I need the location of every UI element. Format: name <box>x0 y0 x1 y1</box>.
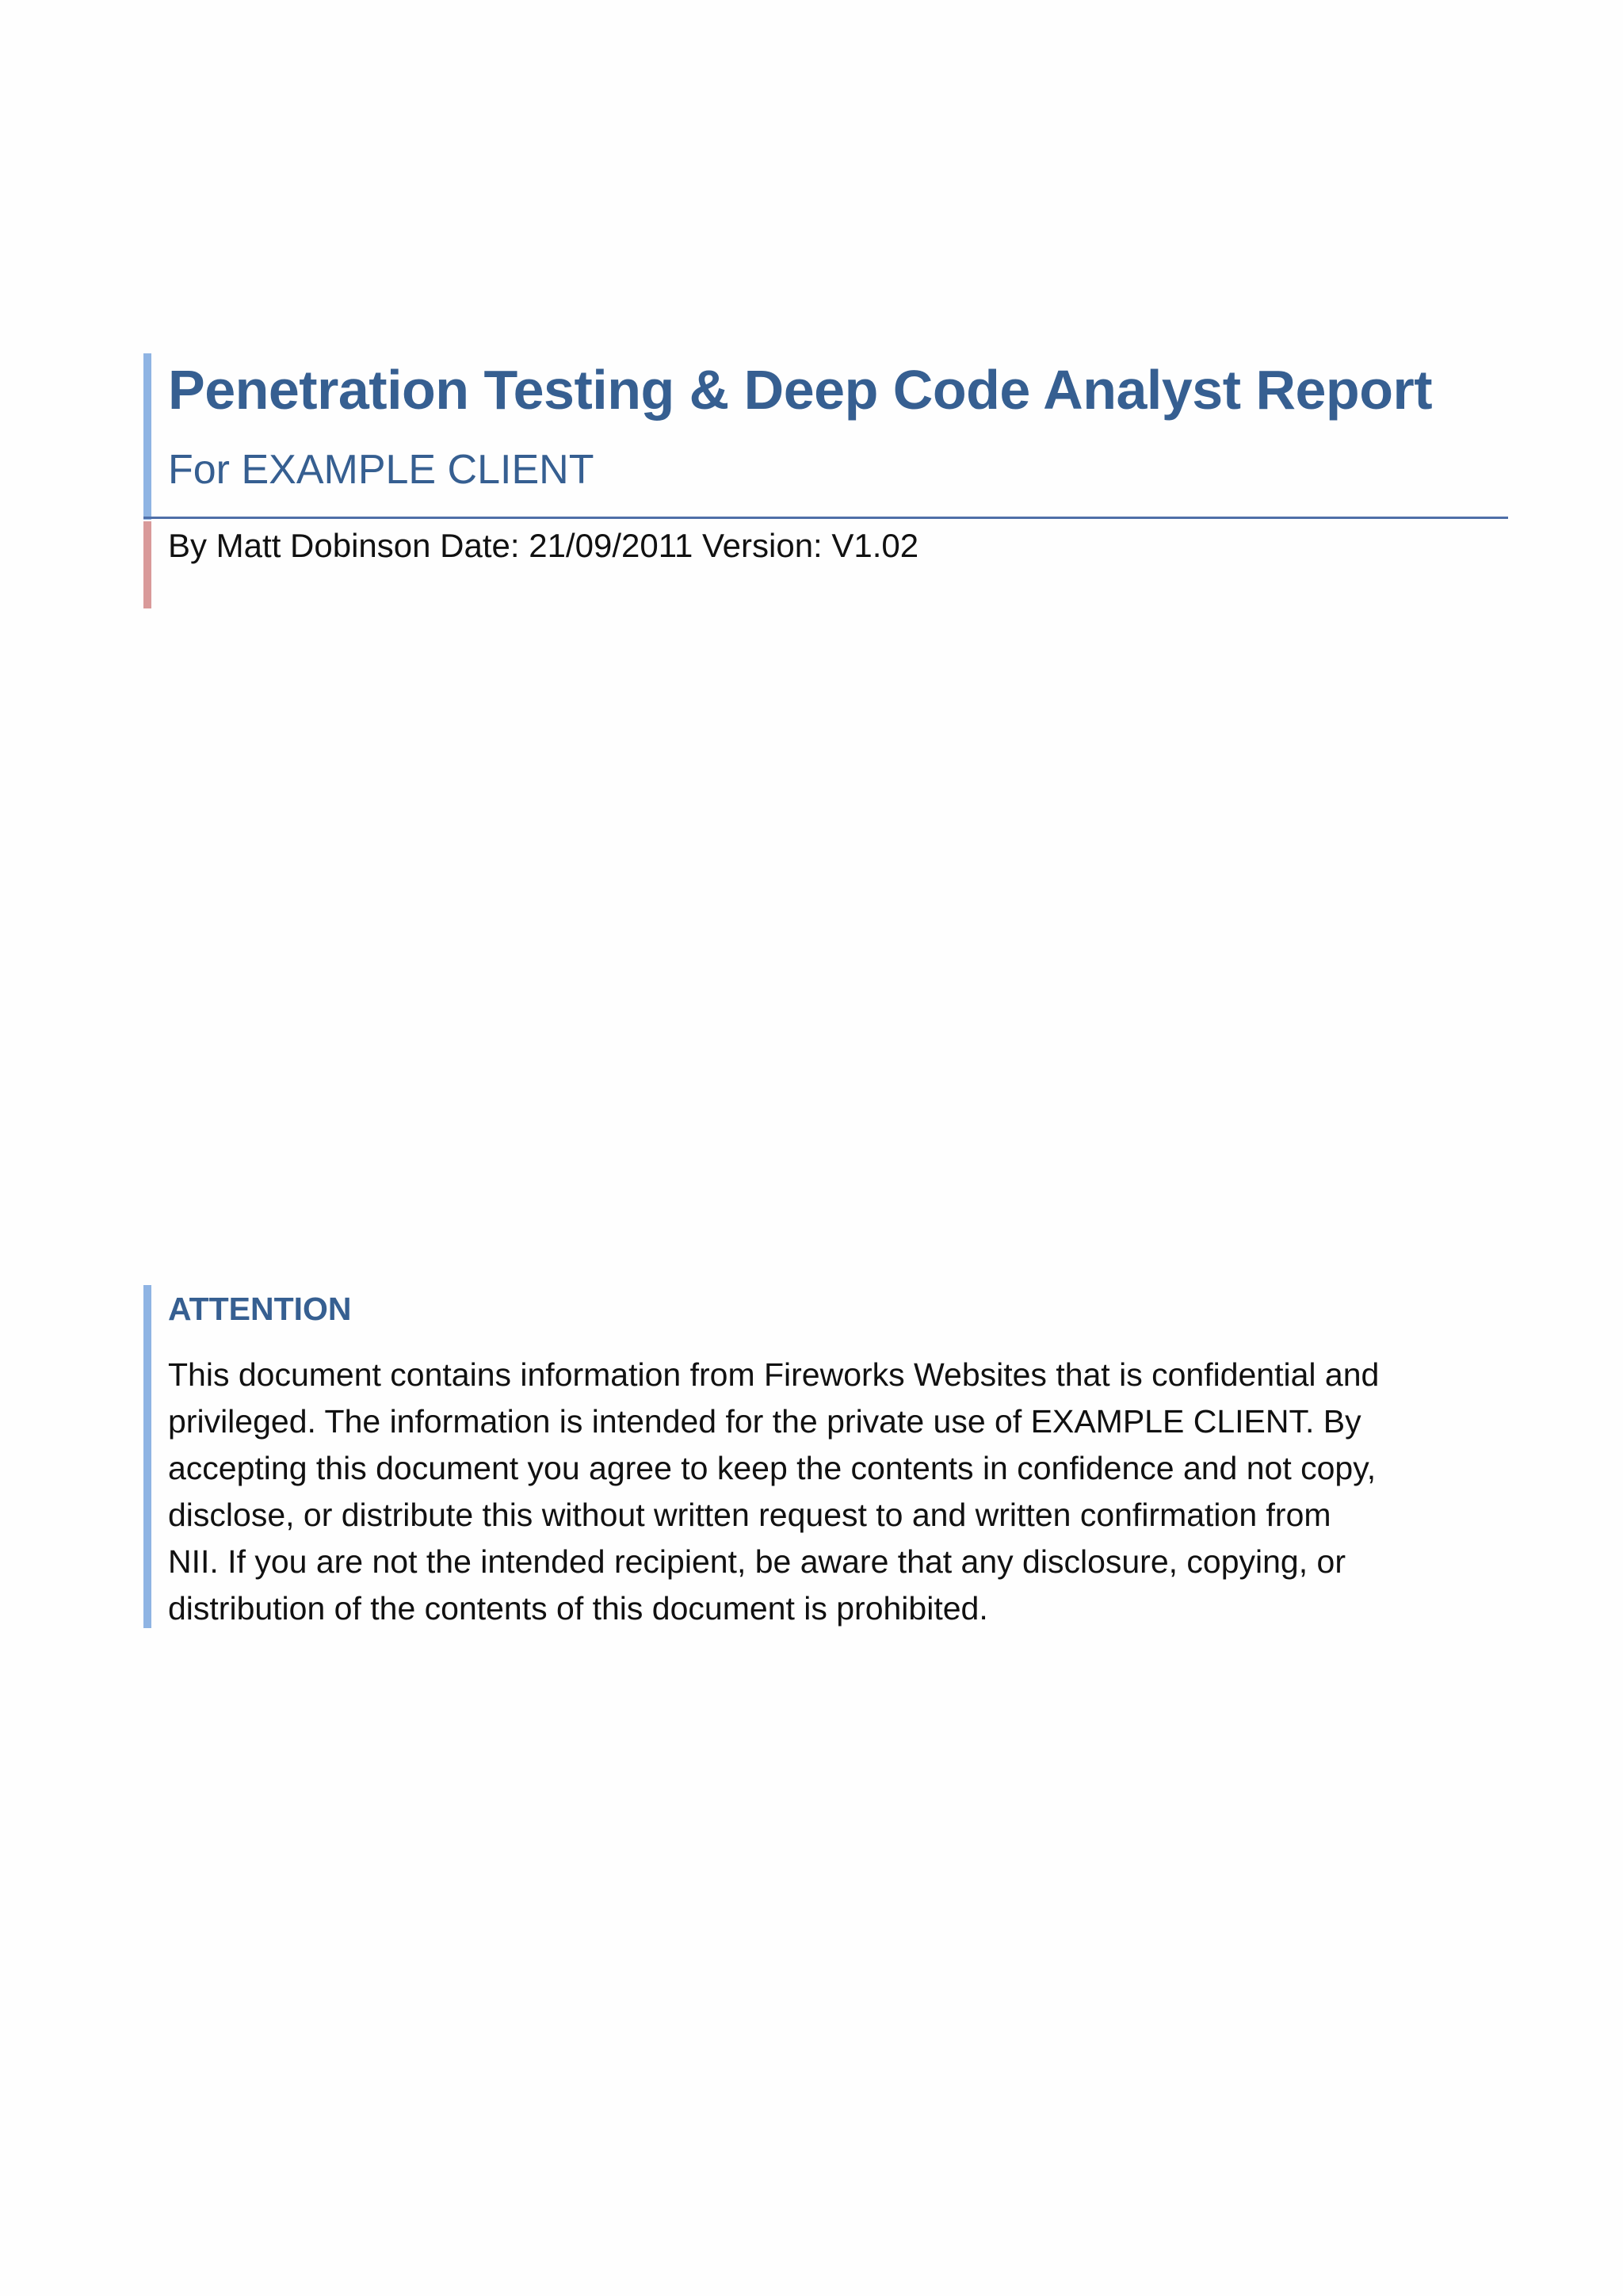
attention-line: This document contains information from Fireworks Websites that is confidential and <box>168 1356 1380 1393</box>
attention-accent-bar <box>143 1285 151 1628</box>
attention-line: privileged. The information is intended for the private use of EXAMPLE CLIENT. By <box>168 1403 1361 1440</box>
title-divider <box>143 517 1508 519</box>
attention-body <box>168 1352 1507 1632</box>
attention-line: NII. If you are not the intended recipient, be aware that any disclosure, copying, or <box>168 1543 1346 1580</box>
document-subtitle: For EXAMPLE CLIENT <box>168 447 594 493</box>
title-accent-bar <box>143 353 151 520</box>
attention-line: disclose, or distribute this without written request to and written confirmation from <box>168 1497 1331 1533</box>
document-title: Penetration Testing & Deep Code Analyst Report <box>168 359 1432 421</box>
byline-accent-bar <box>143 521 151 608</box>
attention-line: accepting this document you agree to keep the contents in confidence and not copy, <box>168 1450 1377 1486</box>
attention-heading: ATTENTION <box>168 1291 352 1327</box>
document-byline: By Matt Dobinson Date: 21/09/2011 Version: V1.02 <box>168 527 919 564</box>
attention-line: distribution of the contents of this document is prohibited. <box>168 1590 988 1627</box>
